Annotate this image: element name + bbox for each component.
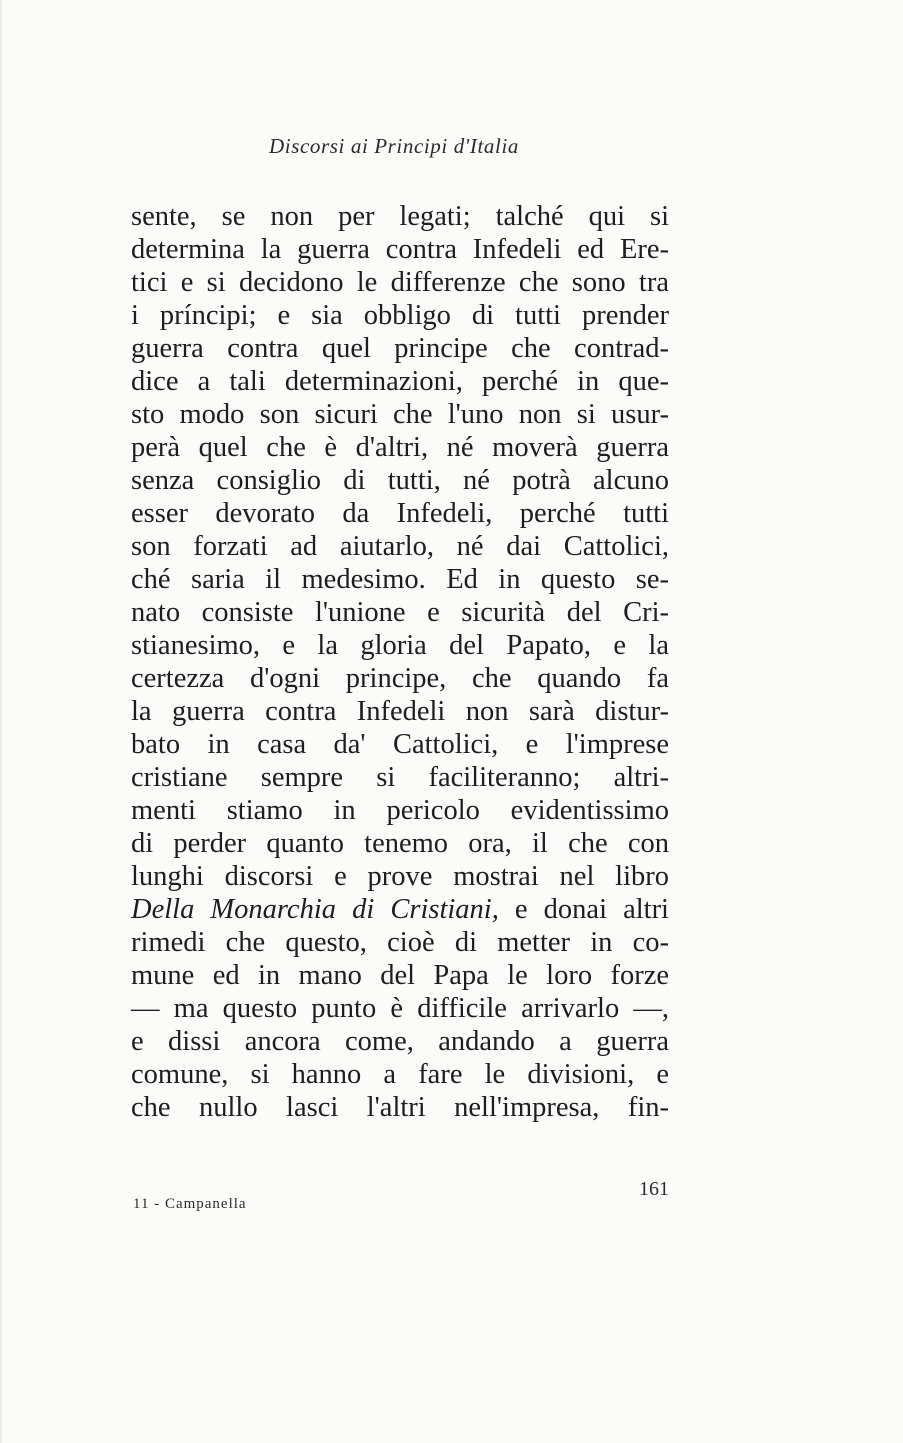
text-line-with-book-title <box>131 893 669 926</box>
text-line: menti stiamo in pericolo evidentissimo <box>131 795 669 826</box>
text-line: lunghi discorsi e prove mostrai nel libro <box>131 861 669 892</box>
text-line: perà quel che è d'altri, né moverà guerra <box>131 432 669 463</box>
text-line: stianesimo, e la gloria del Papato, e la <box>131 630 669 661</box>
text-line: ché saria il medesimo. Ed in questo se- <box>131 564 669 595</box>
page-number: 161 <box>639 1178 669 1200</box>
text-line: senza consiglio di tutti, né potrà alcuno <box>131 465 669 496</box>
text-line: son forzati ad aiutarlo, né dai Cattolici, <box>131 531 669 562</box>
text-line: di perder quanto tenemo ora, il che con <box>131 828 669 859</box>
text-line: guerra contra quel principe che contrad- <box>131 333 669 364</box>
text-line: comune, si hanno a fare le divisioni, e <box>131 1059 669 1090</box>
printer-signature: 11 - Campanella <box>133 1196 247 1212</box>
running-head: Discorsi ai Principi d'Italia <box>269 134 519 158</box>
book-title: Della Monarchia di Cristiani, <box>131 894 499 925</box>
text-line: e dissi ancora come, andando a guerra <box>131 1026 669 1057</box>
body-text <box>131 200 669 1124</box>
text-line: determina la guerra contra Infedeli ed Ere- <box>131 234 669 265</box>
text-line: — ma questo punto è difficile arrivarlo —, <box>131 993 669 1024</box>
text-line: certezza d'ogni principe, che quando fa <box>131 663 669 694</box>
text-line: rimedi che questo, cioè di metter in co- <box>131 927 669 958</box>
text-line: la guerra contra Infedeli non sarà distur- <box>131 696 669 727</box>
text-line: cristiane sempre si faciliteranno; altri- <box>131 762 669 793</box>
text-line: sto modo son sicuri che l'uno non si usur- <box>131 399 669 430</box>
page-edge-shadow <box>0 0 3 1443</box>
text-line: tici e si decidono le differenze che sono tra <box>131 267 669 298</box>
text-line: mune ed in mano del Papa le loro forze <box>131 960 669 991</box>
text-line: nato consiste l'unione e sicurità del Cri- <box>131 597 669 628</box>
text-line-rest: e donai altri <box>498 894 669 925</box>
text-line: sente, se non per legati; talché qui si <box>131 201 669 232</box>
text-line: esser devorato da Infedeli, perché tutti <box>131 498 669 529</box>
text-line: bato in casa da' Cattolici, e l'imprese <box>131 729 669 760</box>
text-line: che nullo lasci l'altri nell'impresa, fin- <box>131 1092 669 1123</box>
text-line: i príncipi; e sia obbligo di tutti prender <box>131 300 669 331</box>
text-line: dice a tali determinazioni, perché in que- <box>131 366 669 397</box>
